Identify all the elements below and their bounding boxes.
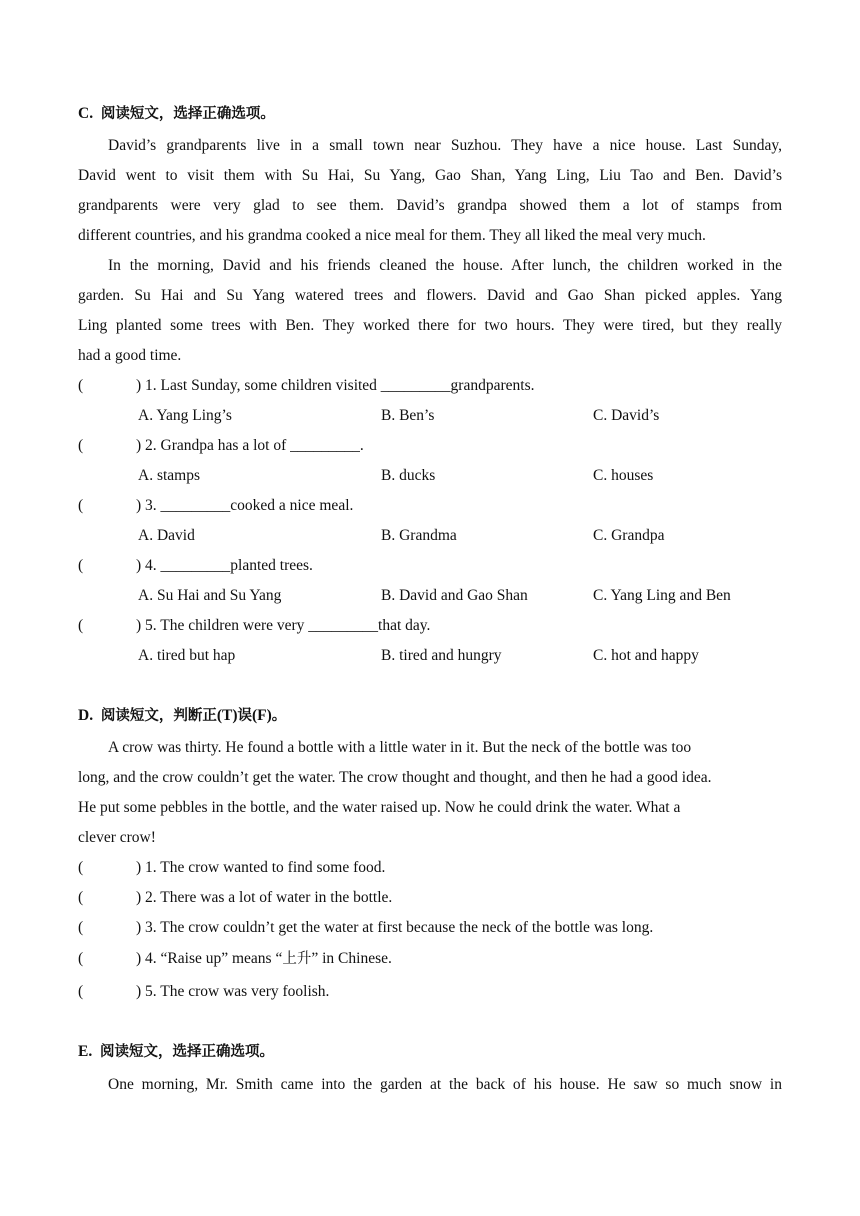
option-a[interactable]: A. David [138, 527, 195, 544]
passage-line: different countries, and his grandma cooked a nice meal for them. They all liked the meal very much. [78, 227, 706, 244]
passage-line: David went to visit them with Su Hai, Su Yang, Gao Shan, Yang Ling, Liu Tao and Ben. David’s [78, 167, 782, 184]
statement-text: 5. The crow was very foolish. [145, 983, 330, 1000]
question-text: 3. _________cooked a nice meal. [145, 497, 354, 514]
passage-line: clever crow! [78, 829, 156, 846]
question-row: ( ) 5. The children were very _________that day. [78, 617, 431, 634]
option-b[interactable]: B. Ben’s [381, 407, 435, 424]
statement-text: 3. The crow couldn’t get the water at first because the neck of the bottle was long. [145, 919, 654, 936]
answer-blank[interactable]: ( [78, 437, 84, 454]
section-title-part: 。 [271, 708, 287, 724]
section-d-heading [78, 706, 286, 726]
answer-blank[interactable]: ( [78, 919, 84, 936]
option-c[interactable]: C. David’s [593, 407, 660, 424]
passage-line: A crow was thirty. He found a bottle with a little water in it. But the neck of the bottle was too [108, 739, 692, 756]
passage-line: grandparents were very glad to see them. David’s grandpa showed them a lot of stamps from [78, 197, 782, 214]
statement-row: ( ) 1. The crow wanted to find some food. [78, 859, 386, 876]
statement-text: 2. There was a lot of water in the bottle. [145, 889, 393, 906]
section-letter: D. [78, 707, 94, 724]
answer-blank[interactable]: ( [78, 617, 84, 634]
option-a[interactable]: A. tired but hap [138, 647, 236, 664]
passage-line: In the morning, David and his friends cleaned the house. After lunch, the children worked in the [108, 257, 782, 274]
question-row: ( ) 1. Last Sunday, some children visited _________grandparents. [78, 377, 535, 394]
statement-row: ( ) 2. There was a lot of water in the bottle. [78, 889, 393, 906]
passage-line: long, and the crow couldn’t get the water. The crow thought and thought, and then he had a good idea. [78, 769, 712, 786]
section-title-part: (T) [216, 707, 238, 724]
question-text: 1. Last Sunday, some children visited _________grandparents. [145, 377, 535, 394]
section-title-part: 误 [237, 708, 252, 724]
section-letter: E. [78, 1043, 93, 1060]
option-b[interactable]: B. tired and hungry [381, 647, 502, 664]
passage-line: One morning, Mr. Smith came into the garden at the back of his house. He saw so much snow in [108, 1076, 782, 1093]
option-c[interactable]: C. hot and happy [593, 647, 699, 664]
answer-blank[interactable]: ( [78, 983, 84, 1000]
option-b[interactable]: B. David and Gao Shan [381, 587, 528, 604]
statement-text: 4. “Raise up” means “上升” in Chinese. [145, 950, 392, 967]
option-c[interactable]: C. Grandpa [593, 527, 665, 544]
passage-line: had a good time. [78, 347, 182, 364]
question-text: 4. _________planted trees. [145, 557, 313, 574]
passage-line: Ling planted some trees with Ben. They worked there for two hours. They were tired, but they really [78, 317, 782, 334]
answer-blank[interactable]: ( [78, 950, 84, 967]
answer-blank[interactable]: ( [78, 377, 84, 394]
answer-blank[interactable]: ( [78, 497, 84, 514]
answer-blank[interactable]: ( [78, 889, 84, 906]
section-c-heading [78, 104, 275, 124]
section-title: 阅读短文，选择正确选项。 [99, 1044, 274, 1060]
question-row: ( ) 2. Grandpa has a lot of _________. [78, 437, 364, 454]
answer-blank[interactable]: ( [78, 557, 84, 574]
statement-row: ( ) 4. “Raise up” means “上升” in Chinese. [78, 950, 392, 967]
option-a[interactable]: A. Yang Ling’s [138, 407, 232, 424]
statement-row: ( ) 3. The crow couldn’t get the water at first because the neck of the bottle was long. [78, 919, 654, 936]
passage-line: garden. Su Hai and Su Yang watered trees and flowers. David and Gao Shan picked apples. Yang [78, 287, 782, 304]
passage-line: David’s grandparents live in a small town near Suzhou. They have a nice house. Last Sunday, [108, 137, 782, 154]
question-text: 2. Grandpa has a lot of _________. [145, 437, 364, 454]
option-c[interactable]: C. houses [593, 467, 654, 484]
section-title: 阅读短文，选择正确选项。 [100, 106, 275, 122]
section-letter: C. [78, 105, 94, 122]
option-b[interactable]: B. Grandma [381, 527, 457, 544]
question-text: 5. The children were very _________that day. [145, 617, 431, 634]
question-row: ( ) 4. _________planted trees. [78, 557, 313, 574]
statement-row: ( ) 5. The crow was very foolish. [78, 983, 330, 1000]
option-a[interactable]: A. Su Hai and Su Yang [138, 587, 282, 604]
option-a[interactable]: A. stamps [138, 467, 200, 484]
question-row: ( ) 3. _________cooked a nice meal. [78, 497, 354, 514]
passage-line: He put some pebbles in the bottle, and the water raised up. Now he could drink the water. What a [78, 799, 681, 816]
section-e-heading [78, 1042, 274, 1062]
section-title-part: (F) [252, 707, 272, 724]
option-c[interactable]: C. Yang Ling and Ben [593, 587, 731, 604]
option-b[interactable]: B. ducks [381, 467, 436, 484]
section-title-part: 阅读短文，判断正 [100, 708, 217, 724]
answer-blank[interactable]: ( [78, 859, 84, 876]
statement-text: 1. The crow wanted to find some food. [145, 859, 386, 876]
